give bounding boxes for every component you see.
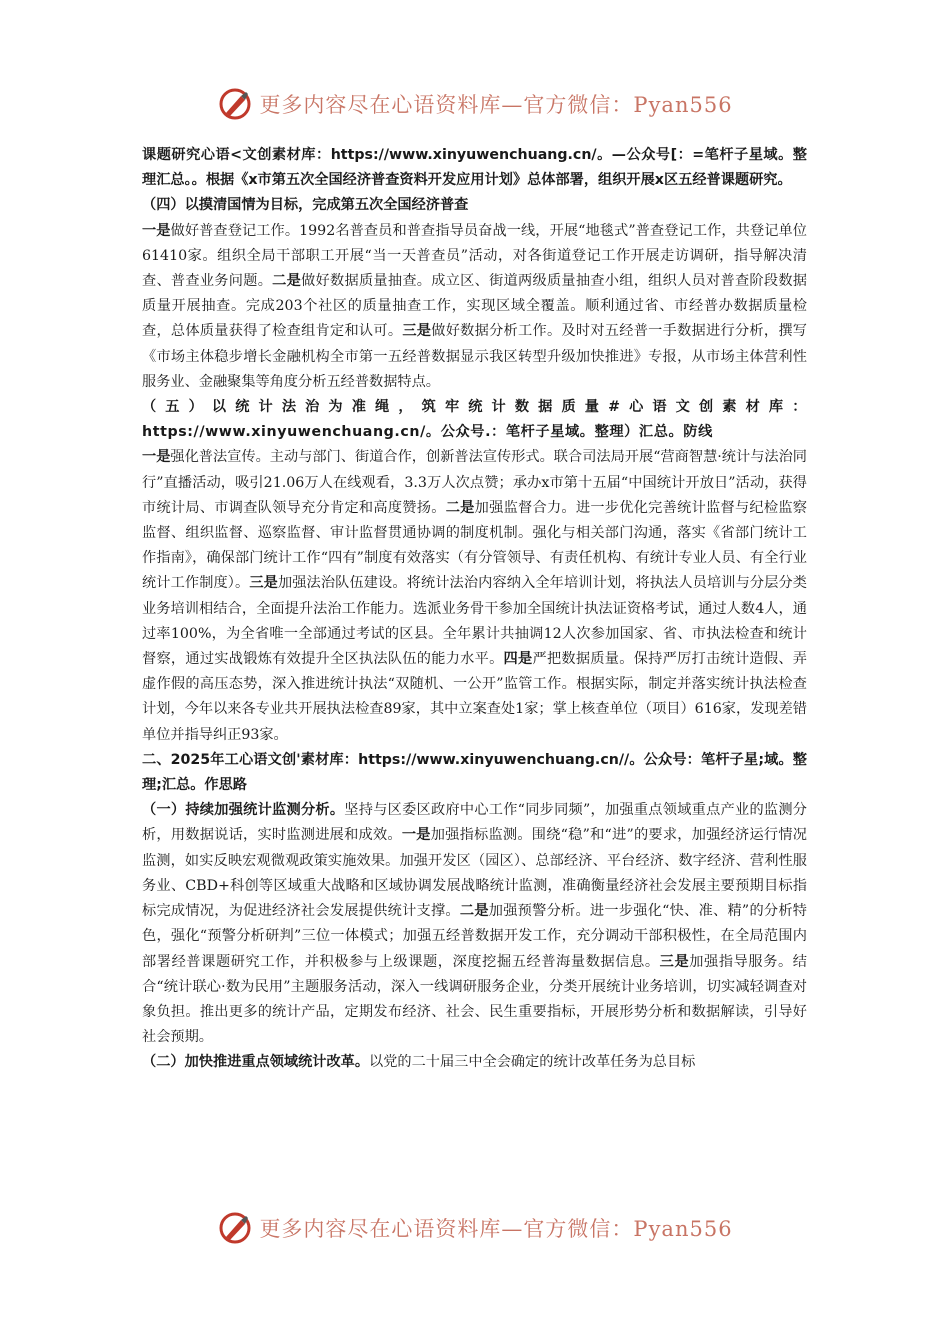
logo-icon xyxy=(217,1210,253,1246)
section-heading-4: （四）以摸清国情为目标，完成第五次全国经济普查 xyxy=(142,197,469,214)
banner-text: 更多内容尽在心语资料库—官方微信：Pyan556 xyxy=(259,93,733,117)
document-body xyxy=(142,143,807,1076)
body-paragraph: 一是做好普查登记工作。1992名普查员和普查指导员奋战一线，开展“地毯式”普查登记工作，共登记单位61410家。组织全局干部职工开展“当一天普查员”活动，对各街道登记工作开展走访调研，指导解决清查、普查业务问题。二是做好数据质量抽查。成立区、街道两级质量抽查小组，组织人员对普查阶段数据质量开展抽查。完成203个社区的质量抽查工作，实现区域全覆盖。顺利通过省、市经普办数据质量检查，总体质量获得了检查组肯定和认可。三是做好数据分析工作。及时对五经普一手数据进行分析，撰写《市场主体稳步增长金融机构全市第一五经普数据显示我区转型升级加快推进》专报，从市场主体营利性服务业、金融聚集等角度分析五经普数据特点。 xyxy=(142,222,807,390)
section-heading-2: 二、2025年工心语文创'素材库：https://www.xinyuwenchuang.cn//。公众号：笔杆子星;域。整理;汇总。作思路 xyxy=(142,751,807,794)
body-paragraph: （二）加快推进重点领域统计改革。以党的二十届三中全会确定的统计改革任务为总目标 xyxy=(142,1054,696,1071)
logo-icon xyxy=(217,86,253,122)
section-heading-5: （五）以统计法治为准绳，筑牢统计数据质量#心语文创素材库：https://www.xinyuwenchuang.cn/。公众号.：笔杆子星域。整理）汇总。防线 xyxy=(142,399,807,441)
header-banner xyxy=(0,82,950,126)
footer-banner xyxy=(0,1206,950,1250)
intro-paragraph: 课题研究心语<文创素材库：https://www.xinyuwenchuang.cn/。—公众号[：=笔杆子星域。整理汇总。。根据《x市第五次全国经济普查资料开发应用计划》总体部署，组织开展x区五经普课题研究。 xyxy=(142,147,807,189)
body-paragraph: 一是强化普法宣传。主动与部门、街道合作，创新普法宣传形式。联合司法局开展“营商智慧·统计与法治同行”直播活动，吸引21.06万人在线观看，3.3万人次点赞；承办x市第十五届“中国统计开放日”活动，获得市统计局、市调查队领导充分肯定和高度赞扬。二是加强监督合力。进一步优化完善统计监督与纪检监察监督、组织监督、巡察监督、审计监督贯通协调的制度机制。强化与相关部门沟通，落实《省部门统计工作指南》，确保部门统计工作“四有”制度有效落实（有分管领导、有责任机构、有统计专业人员、有全行业统计工作制度）。三是加强法治队伍建设。将统计法治内容纳入全年培训计划，将执法人员培训与分层分类业务培训相结合，全面提升法治工作能力。选派业务骨干参加全国统计执法证资格考试，通过人数4人，通过率100%，为全省唯一全部通过考试的区县。全年累计共抽调12人次参加国家、省、市执法检查和统计督察，通过实战锻炼有效提升全区执法队伍的能力水平。四是严把数据质量。保持严厉打击统计造假、弄虚作假的高压态势，深入推进统计执法“双随机、一公开”监管工作。根据实际，制定并落实统计执法检查计划，今年以来各专业共开展执法检查89家，其中立案查处1家；掌上核查单位（项目）616家，发现差错单位并指导纠正93家。 xyxy=(142,449,807,743)
banner-text: 更多内容尽在心语资料库—官方微信：Pyan556 xyxy=(259,1217,733,1241)
body-paragraph: （一）持续加强统计监测分析。坚持与区委区政府中心工作“同步同频”，加强重点领域重点产业的监测分析，用数据说话，实时监测进展和成效。一是加强指标监测。围绕“稳”和“进”的要求，加强经济运行情况监测，如实反映宏观微观政策实施效果。加强开发区（园区）、总部经济、平台经济、数字经济、营利性服务业、CBD+科创等区域重大战略和区域协调发展战略统计监测，准确衡量经济社会发展主要预期目标指标完成情况，为促进经济社会发展提供统计支撑。二是加强预警分析。进一步强化“快、准、精”的分析特色，强化“预警分析研判”三位一体模式；加强五经普数据开发工作，充分调动干部积极性，在全局范围内部署经普课题研究工作，并积极参与上级课题，深度挖掘五经普海量数据信息。三是加强指导服务。结合“统计联心·数为民用”主题服务活动，深入一线调研服务企业，分类开展统计业务培训，切实减轻调查对象负担。推出更多的统计产品，定期发布经济、社会、民生重要指标，开展形势分析和数据解读，引导好社会预期。 xyxy=(142,802,807,1046)
